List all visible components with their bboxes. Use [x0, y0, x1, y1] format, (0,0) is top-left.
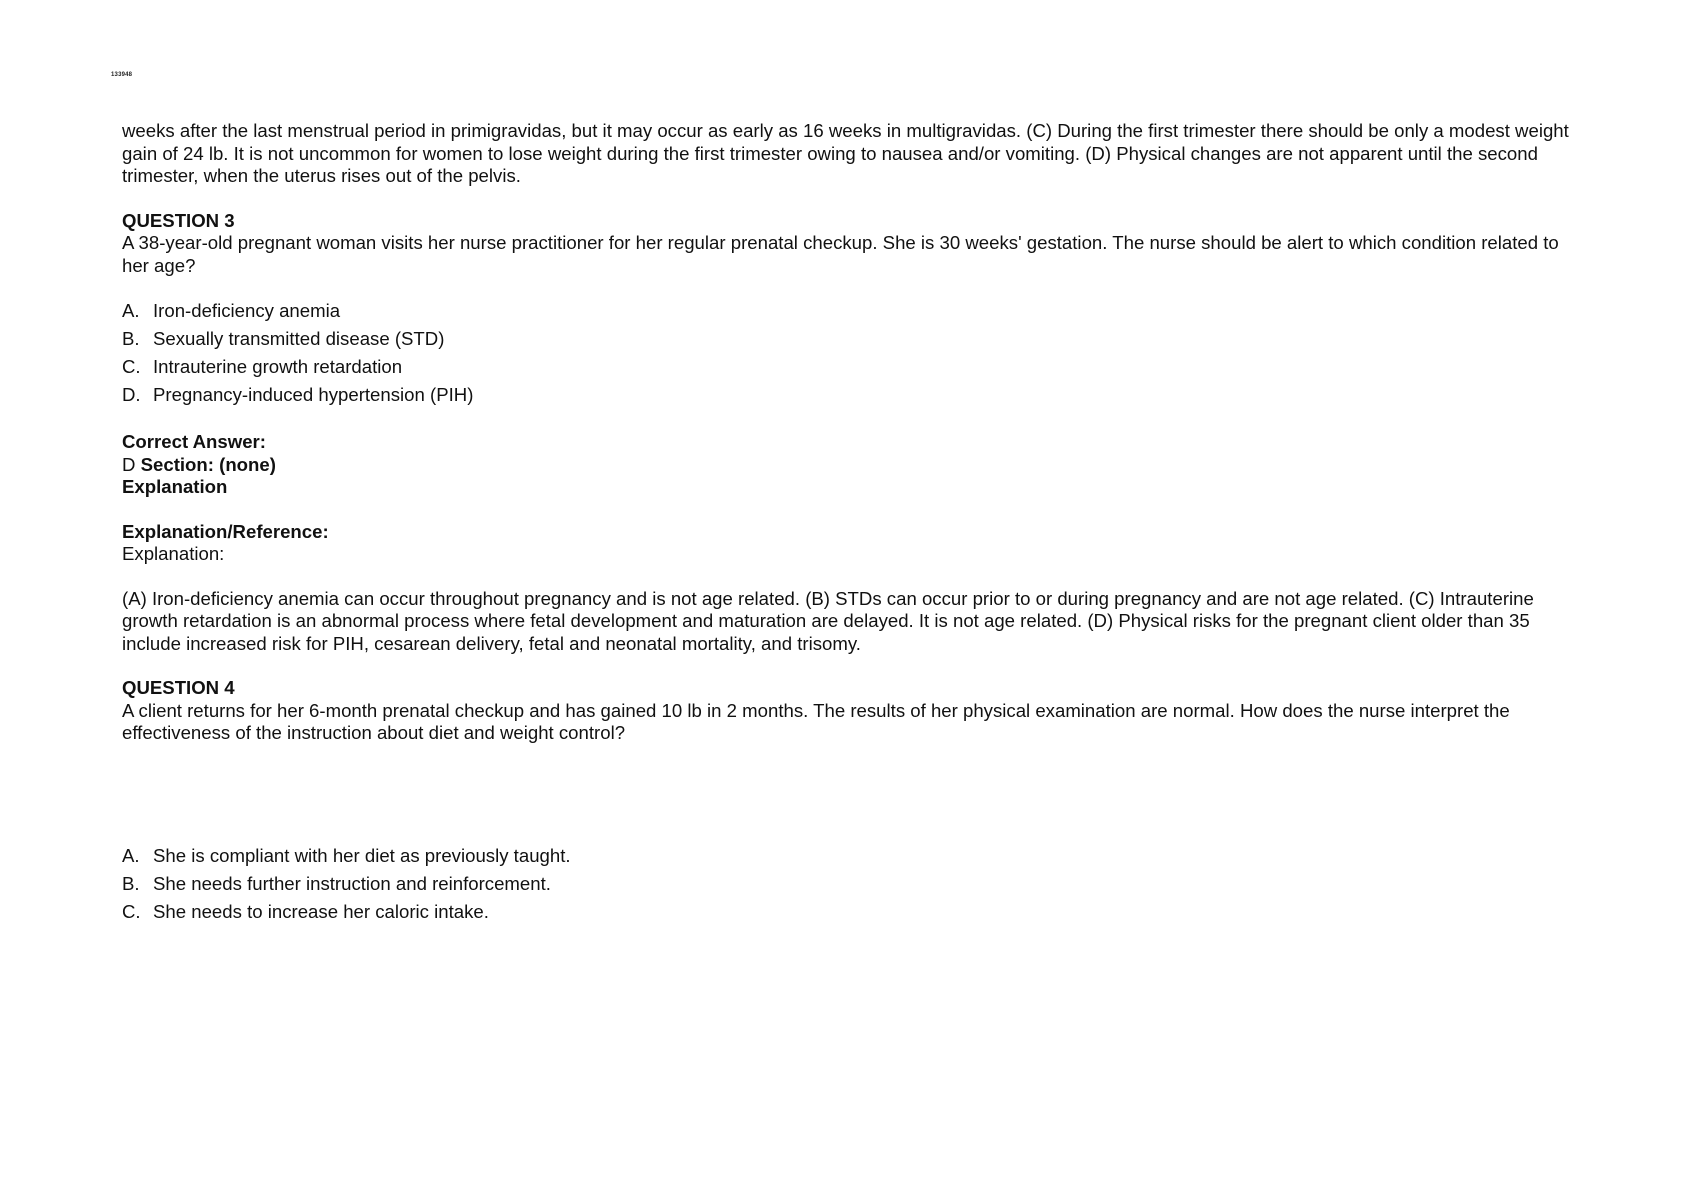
option-item	[122, 898, 1582, 926]
option-letter: B.	[122, 872, 140, 894]
option-letter: A.	[122, 844, 140, 866]
intro-paragraph: weeks after the last menstrual period in primigravidas, but it may occur as early as 16 weeks in multigravidas. (C) During the first trimester there should be only a modest weight gain of 24 lb. It is not uncommon for women to lose weight during the first trimester owing to nausea and/or vomiting. (D) Physical changes are not apparent until the second trimester, when the uterus rises out of the pelvis.	[122, 120, 1569, 186]
correct-answer-label: Correct Answer:	[122, 431, 266, 452]
answer-block	[122, 431, 1582, 499]
option-item	[122, 381, 1582, 409]
answer-line	[122, 454, 1582, 477]
option-text: Sexually transmitted disease (STD)	[153, 328, 445, 349]
option-text: Intrauterine growth retardation	[153, 356, 403, 377]
option-item	[122, 870, 1582, 898]
question-3-heading: QUESTION 3	[122, 209, 235, 231]
question-4	[122, 677, 1582, 926]
reference-label: Explanation/Reference:	[122, 520, 329, 542]
option-text: She needs further instruction and reinforcement.	[153, 872, 551, 894]
correct-answer-value: D	[122, 453, 136, 475]
explanation-label: Explanation	[122, 476, 228, 497]
explanation-prefix: Explanation:	[122, 543, 225, 564]
option-text: She is compliant with her diet as previously taught.	[153, 844, 571, 866]
blank-space	[122, 745, 1582, 842]
option-text: Pregnancy-induced hypertension (PIH)	[153, 384, 474, 405]
question-4-heading: QUESTION 4	[122, 677, 235, 698]
question-3	[122, 210, 1582, 656]
option-item	[122, 353, 1582, 381]
section-label: Section: (none)	[140, 453, 276, 475]
option-item	[122, 325, 1582, 353]
question-4-text: A client returns for her 6-month prenatal checkup and has gained 10 lb in 2 months. The results of her physical examination are normal. How does the nurse interpret the effectiveness of the instruction about diet and weight control?	[122, 699, 1510, 743]
option-text: She needs to increase her caloric intake.	[153, 900, 489, 922]
question-3-text: A 38-year-old pregnant woman visits her nurse practitioner for her regular prenatal checkup. She is 30 weeks' gestation. The nurse should be alert to which condition related to her age?	[122, 232, 1559, 276]
reference-block	[122, 521, 1582, 566]
option-item	[122, 297, 1582, 325]
explanation-text: (A) Iron-deficiency anemia can occur throughout pregnancy and is not age related. (B) STDs can occur prior to or during pregnancy and are not age related. (C) Intrauterine growth retardation is an abnormal process where fetal development and maturation are delayed. It is not age related. (D) Physical risks for the pregnant client older than 35 include increased risk for PIH, cesarean delivery, fetal and neonatal mortality, and trisomy.	[122, 587, 1534, 654]
option-letter: A.	[122, 300, 140, 321]
option-item	[122, 842, 1582, 870]
page-content	[122, 120, 1582, 948]
question-3-options	[122, 297, 1582, 409]
option-letter: B.	[122, 328, 140, 349]
page-id: 133948	[111, 72, 133, 78]
option-text: Iron-deficiency anemia	[153, 300, 341, 321]
option-letter: D.	[122, 384, 141, 405]
option-letter: C.	[122, 356, 141, 377]
option-letter: C.	[122, 900, 141, 922]
question-4-options	[122, 842, 1582, 926]
